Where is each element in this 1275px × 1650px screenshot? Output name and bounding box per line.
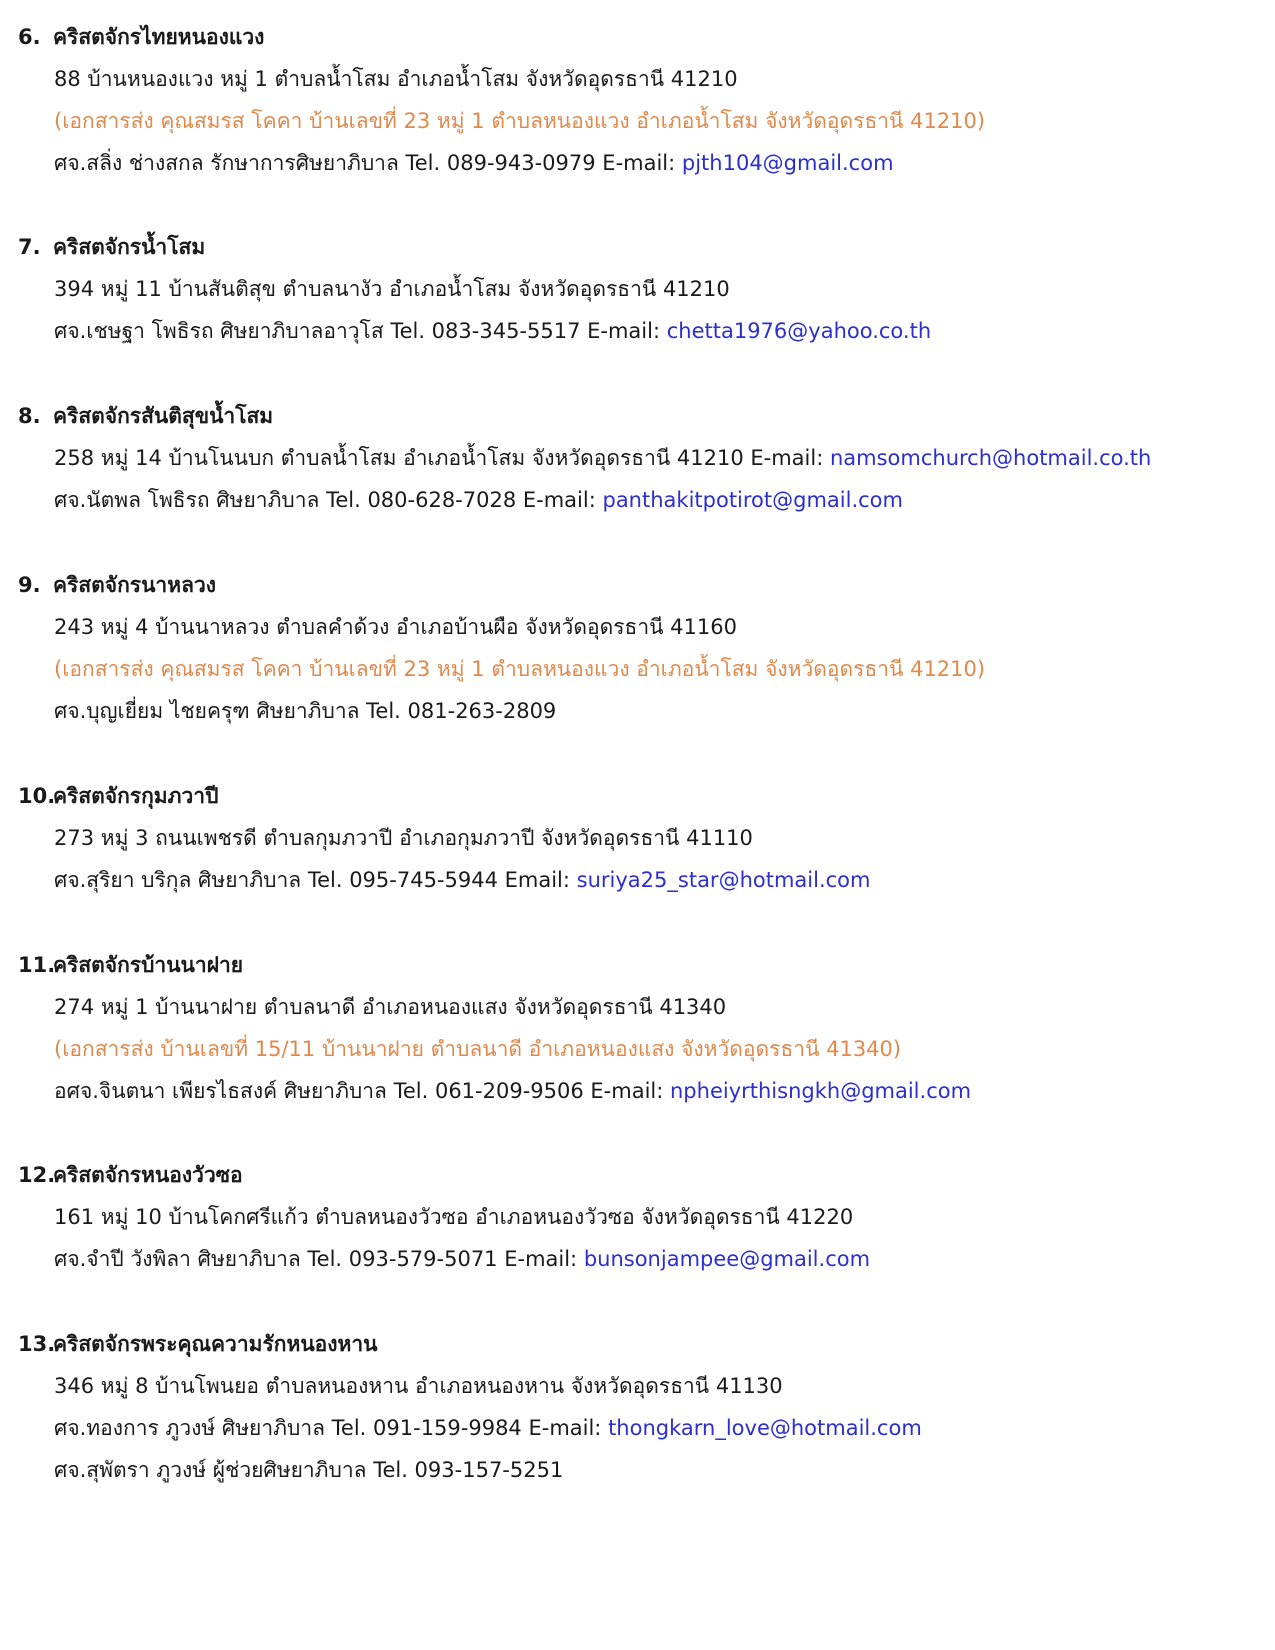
contact-line (54, 1413, 922, 1443)
address-line (54, 612, 737, 642)
church-name: คริสตจักรพระคุณความรักหนองหาน (53, 1332, 378, 1356)
church-entry-title (18, 950, 243, 980)
email-link[interactable]: thongkarn_love@hotmail.com (608, 1416, 922, 1440)
church-name: คริสตจักรบ้านนาฝาย (53, 953, 244, 977)
contact-text: ศจ.สุริยา บริกุล ศิษยาภิบาล Tel. 095-745-5944 Email: (54, 868, 577, 892)
contact-text: อศจ.จินตนา เพียรไธสงค์ ศิษยาภิบาล Tel. 061-209-9506 E-mail: (54, 1079, 670, 1103)
address-line (54, 823, 753, 853)
entry-number: 8. (18, 404, 41, 428)
contact-line (54, 316, 931, 346)
address-text: 258 หมู่ 14 บ้านโนนบก ตำบลน้ำโสม อำเภอน้ำโสม จังหวัดอุดรธานี 41210 E-mail: (54, 446, 830, 470)
address-text: 161 หมู่ 10 บ้านโคกศรีแก้ว ตำบลหนองวัวซอ อำเภอหนองวัวซอ จังหวัดอุดรธานี 41220 (54, 1205, 854, 1229)
contact-line (54, 1455, 563, 1485)
mailing-note (54, 654, 985, 684)
church-name: คริสตจักรนาหลวง (53, 573, 216, 597)
contact-line (54, 148, 894, 178)
address-line (54, 1202, 853, 1232)
mailing-note (54, 106, 985, 136)
email-link[interactable]: chetta1976@yahoo.co.th (666, 319, 932, 343)
contact-line (54, 696, 556, 726)
church-entry-title (18, 1329, 378, 1359)
address-line (54, 274, 730, 304)
church-entry-title (18, 22, 264, 52)
contact-text: ศจ.เชษฐา โพธิรถ ศิษยาภิบาลอาวุโส Tel. 083-345-5517 E-mail: (54, 319, 667, 343)
note-text: (เอกสารส่ง คุณสมรส โคคา บ้านเลขที่ 23 หมู่ 1 ตำบลหนองแวง อำเภอน้ำโสม จังหวัดอุดรธานี 41210) (54, 109, 986, 133)
contact-line (54, 1244, 870, 1274)
church-name: คริสตจักรสันติสุขน้ำโสม (53, 404, 274, 428)
email-link[interactable]: pjth104@gmail.com (681, 151, 894, 175)
email-link[interactable]: namsomchurch@hotmail.co.th (829, 446, 1152, 470)
email-link[interactable]: bunsonjampee@gmail.com (583, 1247, 871, 1271)
mailing-note (54, 1034, 901, 1064)
contact-text: ศจ.นัตพล โพธิรถ ศิษยาภิบาล Tel. 080-628-7028 E-mail: (54, 488, 603, 512)
church-entry-title (18, 401, 273, 431)
church-entry-title (18, 1160, 243, 1190)
address-line (54, 64, 738, 94)
address-text: 274 หมู่ 1 บ้านนาฝาย ตำบลนาดี อำเภอหนองแสง จังหวัดอุดรธานี 41340 (54, 995, 727, 1019)
contact-text: ศจ.บุญเยี่ยม ไชยครุฑ ศิษยาภิบาล Tel. 081-263-2809 (54, 699, 557, 723)
church-entry-title (18, 232, 205, 262)
email-link[interactable]: panthakitpotirot@gmail.com (602, 488, 903, 512)
address-line (54, 443, 1151, 473)
church-name: คริสตจักรน้ำโสม (53, 235, 206, 259)
contact-text: ศจ.จำปี วังพิลา ศิษยาภิบาล Tel. 093-579-5071 E-mail: (54, 1247, 584, 1271)
church-name: คริสตจักรกุมภวาปี (53, 784, 219, 808)
contact-line (54, 485, 903, 515)
contact-text: ศจ.สุพัตรา ภูวงษ์ ผู้ช่วยศิษยาภิบาล Tel. 093-157-5251 (54, 1458, 564, 1482)
note-text: (เอกสารส่ง บ้านเลขที่ 15/11 บ้านนาฝาย ตำบลนาดี อำเภอหนองแสง จังหวัดอุดรธานี 41340) (54, 1037, 902, 1061)
entry-number: 9. (18, 573, 41, 597)
note-text: (เอกสารส่ง คุณสมรส โคคา บ้านเลขที่ 23 หมู่ 1 ตำบลหนองแวง อำเภอน้ำโสม จังหวัดอุดรธานี 41210) (54, 657, 986, 681)
address-text: 346 หมู่ 8 บ้านโพนยอ ตำบลหนองหาน อำเภอหนองหาน จังหวัดอุดรธานี 41130 (54, 1374, 783, 1398)
contact-text: ศจ.สลิ่ง ช่างสกล รักษาการศิษยาภิบาล Tel. 089-943-0979 E-mail: (54, 151, 682, 175)
church-entry-title (18, 570, 216, 600)
entry-number: 11. (18, 953, 56, 977)
church-name: คริสตจักรหนองวัวซอ (53, 1163, 243, 1187)
entry-number: 13. (18, 1332, 56, 1356)
entry-number: 6. (18, 25, 41, 49)
church-name: คริสตจักรไทยหนองแวง (53, 25, 265, 49)
entry-number: 10. (18, 784, 56, 808)
address-line (54, 1371, 783, 1401)
address-text: 273 หมู่ 3 ถนนเพชรดี ตำบลกุมภวาปี อำเภอกุมภวาปี จังหวัดอุดรธานี 41110 (54, 826, 753, 850)
church-entry-title (18, 781, 218, 811)
entry-number: 12. (18, 1163, 56, 1187)
address-text: 243 หมู่ 4 บ้านนาหลวง ตำบลคำด้วง อำเภอบ้านผือ จังหวัดอุดรธานี 41160 (54, 615, 737, 639)
contact-line (54, 865, 870, 895)
email-link[interactable]: suriya25_star@hotmail.com (576, 868, 871, 892)
contact-line (54, 1076, 971, 1106)
contact-text: ศจ.ทองการ ภูวงษ์ ศิษยาภิบาล Tel. 091-159-9984 E-mail: (54, 1416, 609, 1440)
address-text: 88 บ้านหนองแวง หมู่ 1 ตำบลน้ำโสม อำเภอน้ำโสม จังหวัดอุดรธานี 41210 (54, 67, 738, 91)
address-text: 394 หมู่ 11 บ้านสันติสุข ตำบลนางัว อำเภอน้ำโสม จังหวัดอุดรธานี 41210 (54, 277, 730, 301)
entry-number: 7. (18, 235, 41, 259)
email-link[interactable]: npheiyrthisngkh@gmail.com (670, 1079, 972, 1103)
address-line (54, 992, 726, 1022)
